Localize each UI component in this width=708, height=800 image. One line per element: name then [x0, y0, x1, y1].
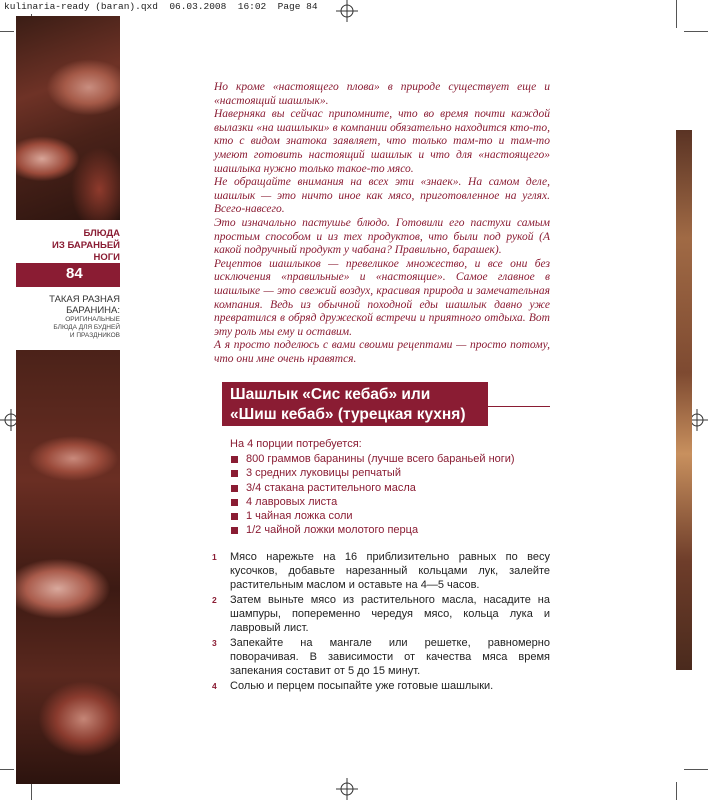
portions-label: На 4 порции потребуется:	[230, 438, 362, 450]
recipe-step	[212, 679, 550, 693]
intro-paragraph: Это изначально пастушье блюдо. Готовили его пастухи самым простым способом и из тех продуктов, что были под рукой (А какой подручный продукт у чабана? Правильно, барашек).	[214, 216, 550, 257]
crop-mark	[0, 769, 14, 770]
print-slug: kulinaria-ready (baran).qxd 06.03.2008 16:02 Page 84	[4, 1, 318, 12]
book-title: ТАКАЯ РАЗНАЯ БАРАНИНА:	[49, 294, 120, 316]
crop-mark	[676, 782, 677, 800]
ingredient-list	[230, 452, 550, 537]
step-text: Мясо нарежьте на 16 приблизительно равных по весу кусочков, добавьте нарезанный кольцами лук, залейте растительным маслом и оставьте на 4—5 часов.	[230, 551, 550, 591]
page-number: 84	[66, 265, 83, 282]
intro-text	[214, 81, 550, 366]
registration-mark-icon	[336, 0, 358, 22]
crop-mark	[0, 31, 14, 32]
list-item: 1/2 чайной ложки молотого перца	[230, 523, 550, 537]
step-number: 3	[212, 638, 217, 648]
intro-paragraph: Наверняка вы сейчас припомните, что во время почти каждой вылазки «на шашлыки» в компании обязательно находится кто-то, кто с видом знатока заявляет, что только там-то и там-то умеют готовить настоящий шашлык и что для «настоящего» шашлыка нужно только такое-то мясо.	[214, 108, 550, 175]
recipe-step	[212, 593, 550, 635]
list-item: 1 чайная ложка соли	[230, 509, 550, 523]
bullet-icon	[231, 513, 238, 520]
list-item: 3 средних луковицы репчатый	[230, 466, 550, 480]
crop-mark	[31, 782, 32, 800]
ingredients-block	[230, 437, 550, 537]
intro-paragraph: Не обращайте внимания на всех эти «знаек». На самом деле, шашлык — это ничто иное как мясо, приготовленное на углях. Всего-навсего.	[214, 176, 550, 216]
recipe-steps	[212, 550, 550, 694]
recipe-title: Шашлык «Сис кебаб» или «Шиш кебаб» (турецкая кухня)	[230, 386, 466, 423]
list-item: 800 граммов баранины (лучше всего бараньей ноги)	[230, 452, 550, 466]
step-text: Солью и перцем посыпайте уже готовые шашлыки.	[230, 680, 494, 692]
step-number: 1	[212, 552, 217, 562]
bullet-icon	[231, 527, 238, 534]
step-number: 4	[212, 681, 217, 691]
crop-mark	[684, 769, 708, 770]
bullet-icon	[231, 499, 238, 506]
bullet-icon	[231, 470, 238, 477]
book-subtitle: ОРИГИНАЛЬНЫЕ БЛЮДА ДЛЯ БУДНЕЙ И ПРАЗДНИКОВ	[53, 316, 120, 339]
bullet-icon	[231, 456, 238, 463]
recipe-step	[212, 636, 550, 678]
section-title: БЛЮДА ИЗ БАРАНЬЕЙ НОГИ	[52, 228, 120, 263]
bullet-icon	[231, 485, 238, 492]
recipe-title-rule	[488, 406, 550, 407]
step-text: Затем выньте мясо из растительного масла, насадите на шампуры, попеременно чередуя мясо, кольца лука и лавровый лист.	[230, 594, 550, 634]
lamb-photo-bottom	[16, 350, 120, 784]
intro-paragraph: А я просто поделюсь с вами своими рецептами — просто потому, что они мне очень нравятся.	[214, 339, 550, 365]
crop-mark	[684, 31, 708, 32]
step-number: 2	[212, 595, 217, 605]
lamb-photo-top	[16, 16, 120, 220]
list-item: 3/4 стакана растительного масла	[230, 481, 550, 495]
side-photo-strip	[676, 130, 692, 670]
crop-mark	[676, 0, 677, 28]
intro-paragraph: Но кроме «настоящего плова» в природе существует еще и «настоящий шашлык».	[214, 81, 550, 107]
list-item: 4 лавровых листа	[230, 495, 550, 509]
step-text: Запекайте на мангале или решетке, равномерно поворачивая. В зависимости от качества мяса время запекания составит от 5 до 15 минут.	[230, 637, 550, 677]
registration-mark-icon	[336, 778, 358, 800]
recipe-step	[212, 550, 550, 592]
intro-paragraph: Рецептов шашлыков — превеликое множество, и все они без исключения «правильные» и «настоящие». Самое главное в шашлыке — это свежий воздух, красивая природа и замечательная компания. Ведь из обычной походной еды шашлык давно уже превратился в обряд дружеской встречи и приятного отдыха. Вот эту роль мы ему и оставим.	[214, 257, 550, 338]
